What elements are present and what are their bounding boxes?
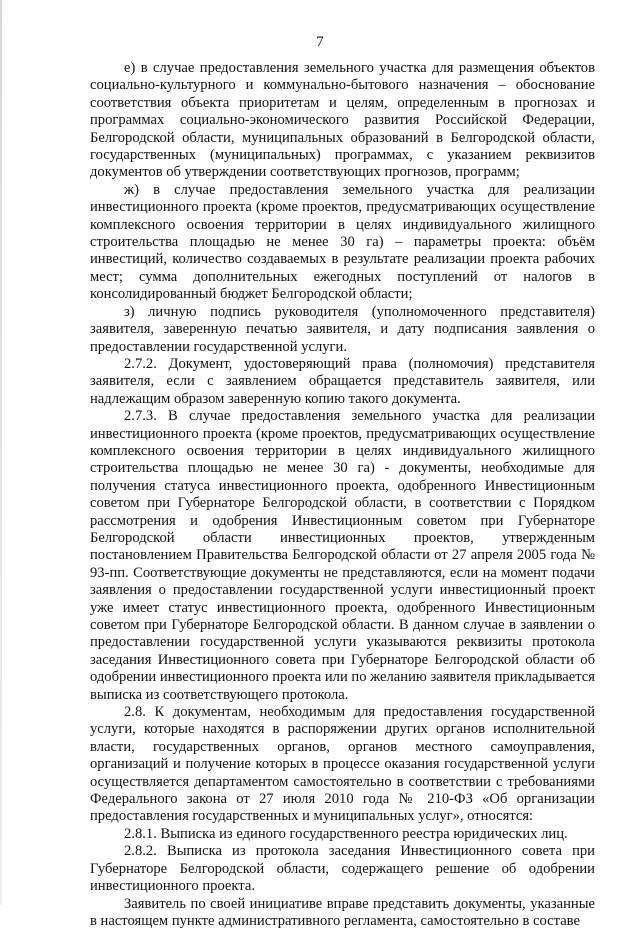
scan-edge (0, 0, 2, 905)
paragraph-subitem-zh: ж) в случае предоставления земельного участка для реализации инвестиционного проекта (кроме проектов, предусматривающих осуществление комплексного освоения территории в целях индивидуального жилищного строительства площадью не менее 30 га) – параметры проекта: объём инвестиций, количество создаваемых в результате реализации проекта рабочих мест; сумма дополнительных ежегодных поступлений от налогов в консолидированный бюджет Белгородской области; (90, 182, 595, 304)
paragraph-2-7-3: 2.7.3. В случае предоставления земельного участка для реализации инвестиционного проекта (кроме проектов, предусматривающих осуществление комплексного освоения территории в целях индивидуального жилищного строительства площадью не менее 30 га) - документы, необходимые для получения статуса инвестиционного проекта, одобренного Инвестиционным советом при Губернаторе Белгородской области, в соответствии с Порядком рассмотрения и одобрения Инвестиционным советом при Губернаторе Белгородской области инвестиционных проектов, утвержденным постановлением Правительства Белгородской области от 27 апреля 2005 года № 93-пп. Соответствующие документы не представляются, если на момент подачи заявления о предоставлении государственной услуги инвестиционный проект уже имеет статус инвестиционного проекта, одобренного Инвестиционным советом при Губернаторе Белгородской области. В данном случае в заявлении о предоставлении государственной услуги указываются реквизиты протокола заседания Инвестиционного совета при Губернаторе Белгородской области об одобрении инвестиционного проекта или по желанию заявителя прикладывается выписка из соответствующего протокола. (90, 408, 595, 704)
paragraph-subitem-e: е) в случае предоставления земельного участка для размещения объектов социально-культурного и коммунально-бытового назначения – обоснование соответствия объекта приоритетам и целям, определенным в прогнозах и программах социально-экономического развития Российской Федерации, Белгородской области, муниципальных образований в Белгородской области, государственных (муниципальных) программах, с указанием реквизитов документов об утверждении соответствующих прогнозов, программ; (90, 60, 595, 182)
paragraph-2-7-2: 2.7.2. Документ, удостоверяющий права (полномочия) представителя заявителя, если с заявлением обращается представитель заявителя, или надлежащим образом заверенную копию такого документа. (90, 356, 595, 408)
paragraph-2-8-1: 2.8.1. Выписка из единого государственного реестра юридических лиц. (90, 826, 595, 843)
paragraph-subitem-z: з) личную подпись руководителя (уполномоченного представителя) заявителя, заверенную печатью заявителя, и дату подписания заявления о предоставлении государственной услуги. (90, 304, 595, 356)
paragraph-2-8-2: 2.8.2. Выписка из протокола заседания Инвестиционного совета при Губернаторе Белгородской области, содержащего решение об одобрении инвестиционного проекта. (90, 843, 595, 895)
page-number: 7 (0, 34, 640, 51)
paragraph-2-8: 2.8. К документам, необходимым для предоставления государственной услуги, которые находятся в распоряжении других органов исполнительной власти, государственных органов, органов местного самоуправления, организаций и получение которых в процессе оказания государственной услуги осуществляется департаментом самостоятельно в соответствии с требованиями Федерального закона от 27 июля 2010 года № 210-ФЗ «Об организации предоставления государственных и муниципальных услуг», относятся: (90, 704, 595, 826)
paragraph-applicant-initiative: Заявитель по своей инициативе вправе представить документы, указанные в настоящем пункте административного регламента, самостоятельно в составе (90, 896, 595, 930)
document-body (90, 60, 595, 930)
